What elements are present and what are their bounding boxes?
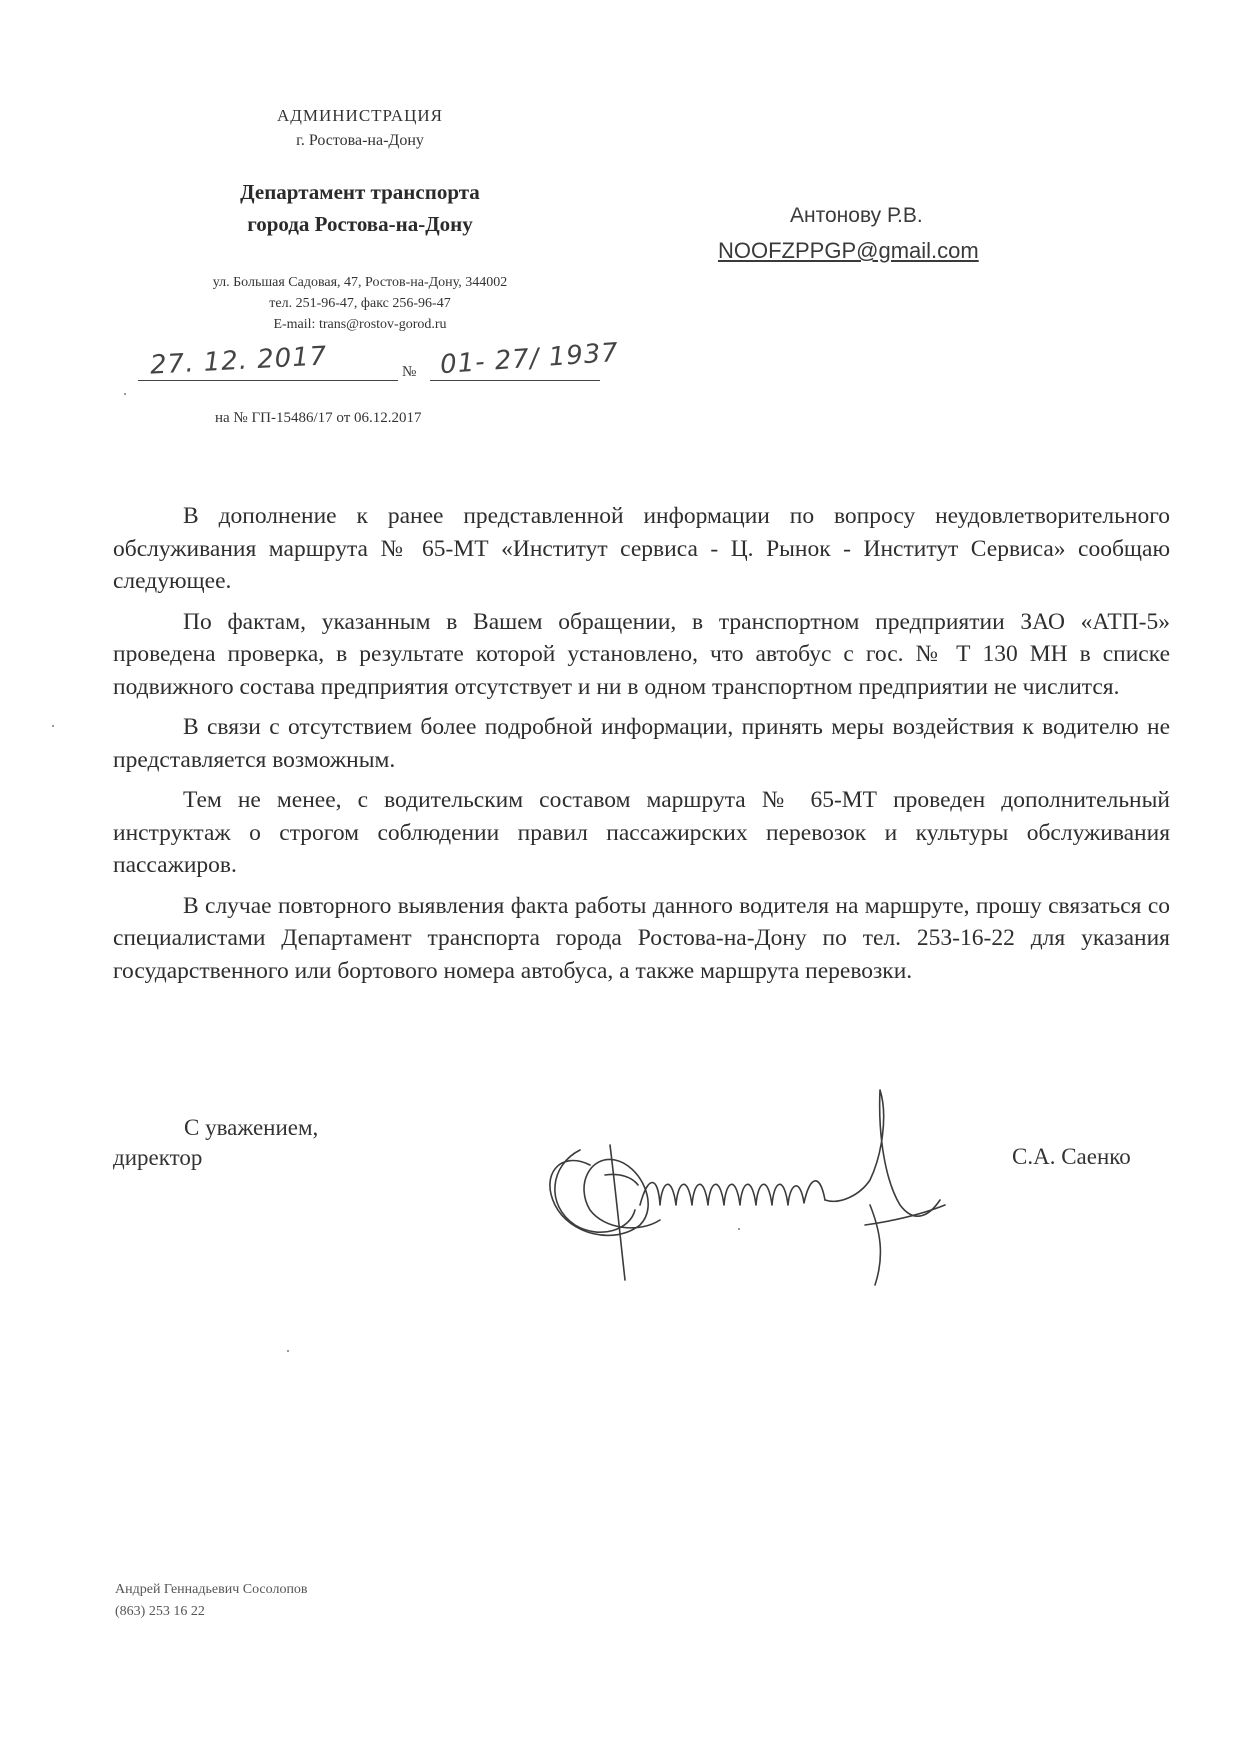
letterhead-department-line1: Департамент транспорта [240,180,480,204]
scan-speck [738,1228,740,1230]
handwritten-signature [520,1055,960,1305]
addressee-name: Антонову Р.В. [790,204,923,227]
signatory-position: директор [113,1145,203,1170]
body-paragraph: По фактам, указанным в Вашем обращении, в транспортном предприятии ЗАО «АТП-5» проведена проверка, в результате которой установлено, что автобус с гос. № Т 130 МН в списке подвижного состава предприятия отсутствует и ни в одном транспортном предприятии не числится. [113,608,1170,700]
letter-body [113,500,1170,995]
scan-speck [287,1350,289,1352]
addressee-email: NOOFZPPGP@gmail.com [718,238,979,263]
number-underline [430,380,600,381]
letterhead-phone: тел. 251-96-47, факс 256-96-47 [269,296,451,311]
letterhead-department-line2: города Ростова-на-Дону [247,212,473,236]
executor-phone: (863) 253 16 22 [115,1604,205,1619]
body-paragraph: В дополнение к ранее представленной информации по вопросу неудовлетворительного обслуживания маршрута № 65-МТ «Институт сервиса - Ц. Рынок - Институт Сервиса» сообщаю следующее. [113,503,1170,594]
signatory-name: С.А. Саенко [1012,1144,1131,1169]
date-underline [138,380,398,381]
body-paragraph: В случае повторного выявления факта работы данного водителя на маршруте, прошу связаться со специалистами Департамент транспорта города Ростова-на-Дону по тел. 253-16-22 для указания государственного или бортового номера автобуса, а также маршрута перевозки. [113,892,1170,984]
letterhead-email: E-mail: trans@rostov-gorod.ru [273,317,447,332]
outgoing-date-handwritten: 27. 12. 2017 [149,341,329,381]
body-paragraph: В связи с отсутствием более подробной информации, принять меры воздействия к водителю не представляется возможным. [113,714,1170,773]
body-paragraph: Тем не менее, с водительским составом маршрута № 65-МТ проведен дополнительный инструктаж о строгом соблюдении правил пассажирских перевозок и культуры обслуживания пассажиров. [113,787,1170,878]
reference-number: на № ГП-15486/17 от 06.12.2017 [215,410,422,426]
letterhead-admin: АДМИНИСТРАЦИЯ [277,106,443,125]
letterhead-city: г. Ростова-на-Дону [296,132,424,149]
number-sign: № [402,364,417,380]
scan-speck [124,393,126,395]
scan-speck [52,725,54,727]
executor-name: Андрей Геннадьевич Сосолопов [115,1582,308,1597]
outgoing-number-handwritten: 01- 27/ 1937 [439,337,620,381]
closing-phrase: С уважением, [184,1115,319,1140]
letterhead-address: ул. Большая Садовая, 47, Ростов-на-Дону, 344002 [212,275,508,290]
